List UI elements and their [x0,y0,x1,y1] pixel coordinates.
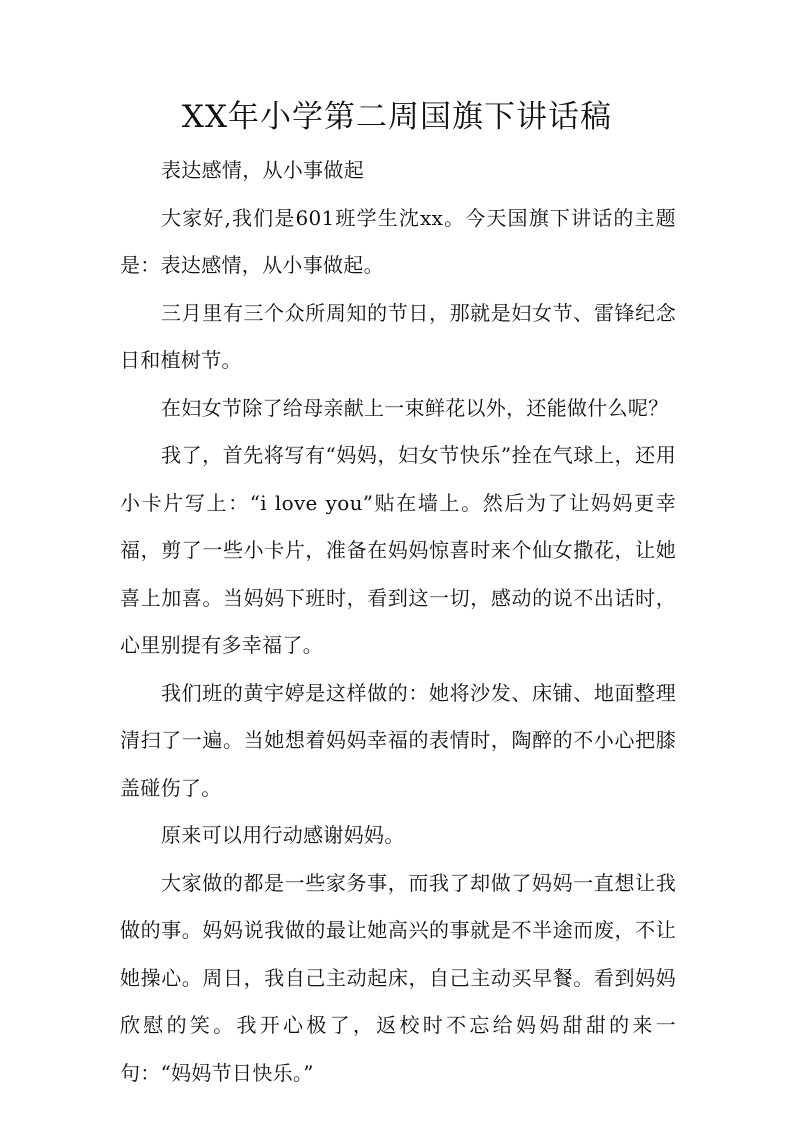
paragraph-holidays: 三月里有三个众所周知的节日，那就是妇女节、雷锋纪念日和植树节。 [120,300,676,372]
paragraph-greeting: 大家好,我们是601班学生沈xx。今天国旗下讲话的主题是：表达感情，从小事做起。 [120,205,676,277]
document-body [120,147,676,1097]
paragraph-conclusion: 原来可以用行动感谢妈妈。 [161,823,405,847]
paragraph-my-actions: 我了，首先将写有“妈妈，妇女节快乐”拴在气球上，还用小卡片写上：“i love you”贴在墙上。然后为了让妈妈更幸福，剪了一些小卡片，准备在妈妈惊喜时来个仙女撒花，让她喜上加喜。当妈妈下班时，看到这一切，感动的说不出话时，心里别提有多幸福了。 [120,443,676,657]
document-title: XX年小学第二周国旗下讲话稿 [181,99,613,135]
paragraph-question: 在妇女节除了给母亲献上一束鲜花以外，还能做什么呢？ [161,395,669,420]
paragraph-chores: 大家做的都是一些家务事，而我了却做了妈妈一直想让我做的事。妈妈说我做的最让她高兴的事就是不半途而废，不让她操心。周日，我自己主动起床，自己主动买早餐。看到妈妈欣慰的笑。我开心极了，返校时不忘给妈妈甜甜的来一句：“妈妈节日快乐。” [120,870,676,1085]
paragraph-classmate: 我们班的黄宇婷是这样做的：她将沙发、床铺、地面整理清扫了一遍。当她想着妈妈幸福的表情时，陶醉的不小心把膝盖碰伤了。 [120,680,676,800]
paragraph-subtitle: 表达感情，从小事做起 [161,158,364,182]
